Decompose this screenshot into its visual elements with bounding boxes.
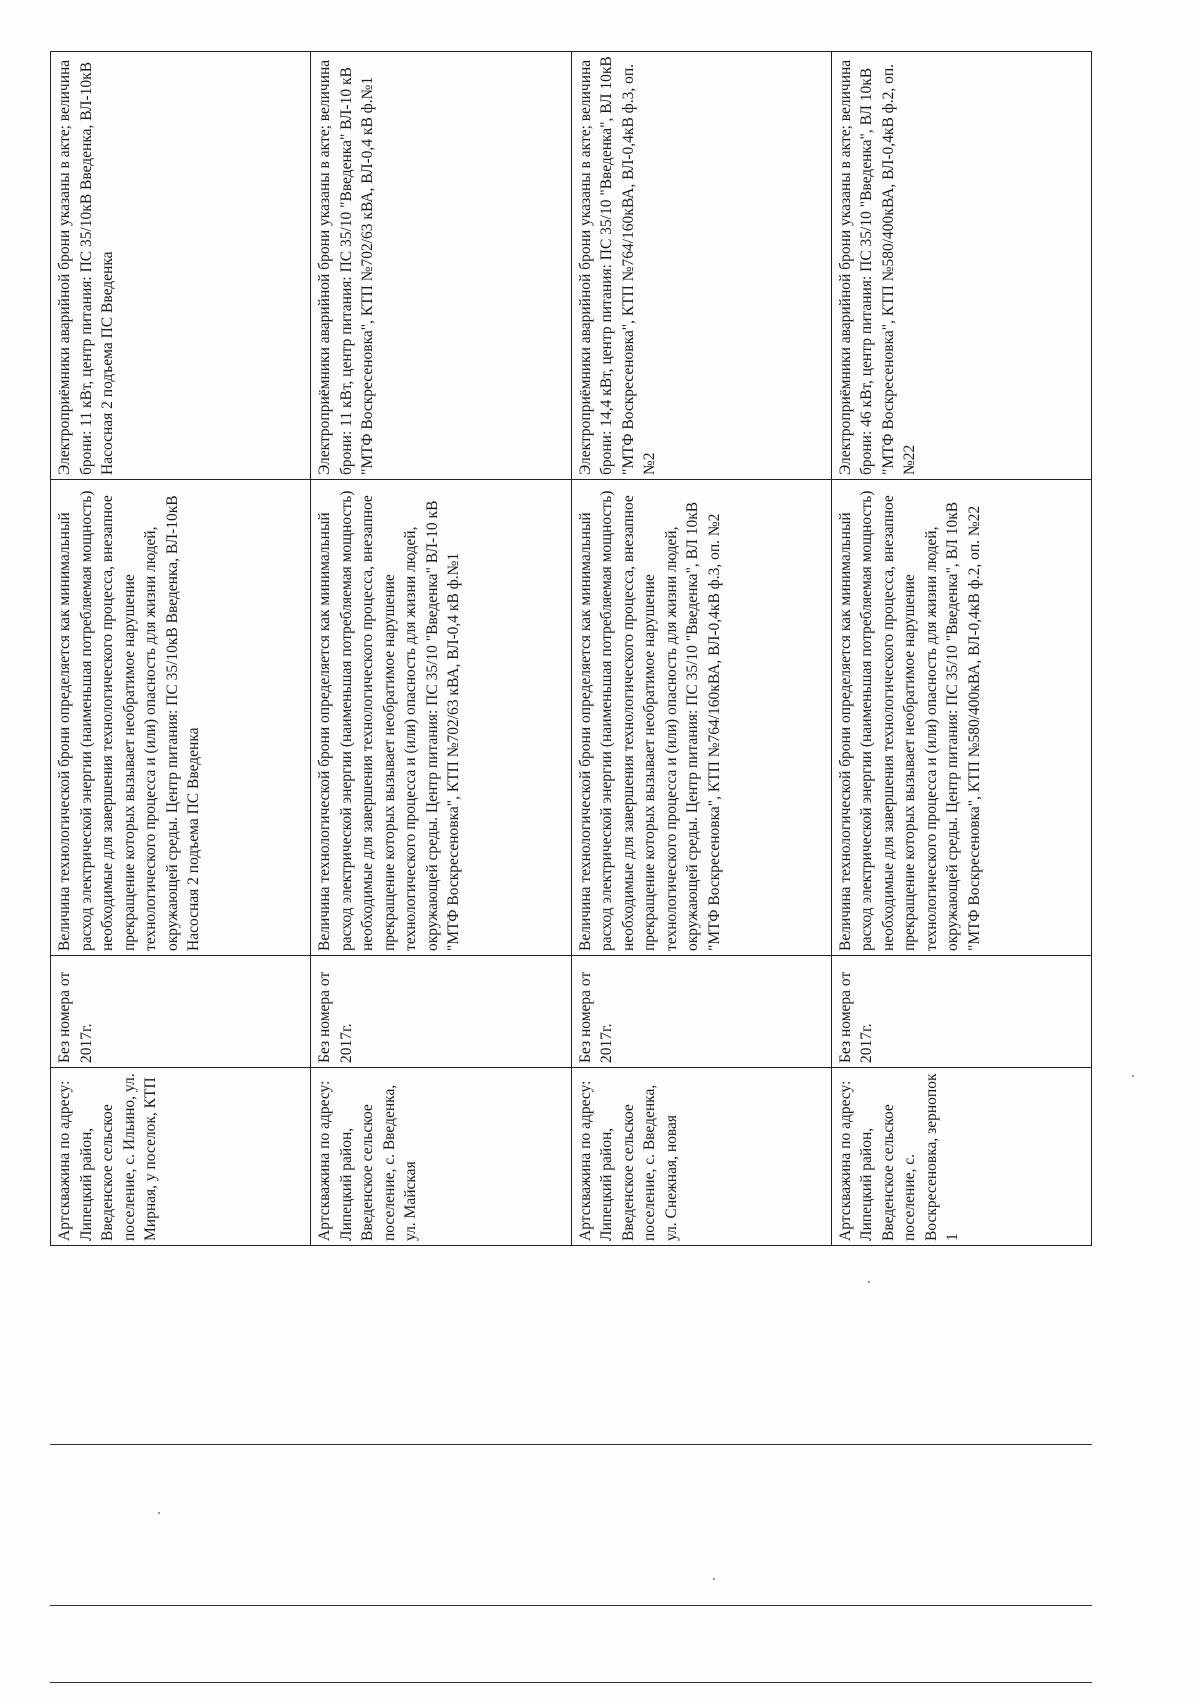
document-date-cell: Без номера от 2017г. [571,956,831,1068]
tech-reserve-cell: Величина технологической брони определяется как минимальный расход электрической энергии (наименьшая потребляемая мощность) необходимые для завершения технологического процесса, внезапное прекращение которых вызывает необратимое нарушение технологического процесса и (или) опасность для жизни людей, окружающей среды. Центр питания: ПС 35/10кВ Введенка, ВЛ-10кВ Насосная 2 подъема ПС Введенка [51,480,311,956]
table-row [831,52,1091,1246]
table-row [51,52,311,1246]
emergency-reserve-cell: Электроприёмники аварийной брони указаны в акте; величина брони: 11 кВт, центр питания: ПС 35/10 "Введенка" ВЛ-10 кВ "МТФ Воскресеновка", КТП №702/63 кВА, ВЛ-0,4 кВ ф.№1 [311,52,571,480]
document-date-cell: Без номера от 2017г. [51,956,311,1068]
rotated-table-wrapper [50,52,1092,1246]
signature-line [50,1444,1092,1445]
tech-reserve-cell: Величина технологической брони определяется как минимальный расход электрической энергии (наименьшая потребляемая мощность) необходимые для завершения технологического процесса, внезапное прекращение которых вызывает необратимое нарушение технологического процесса и (или) опасность для жизни людей, окружающей среды. Центр питания: ПС 35/10 "Введенка", ВЛ 10кВ "МТФ Воскресеновка", КТП №580/400кВА, ВЛ-0,4кВ ф.2, оп. №22 [831,480,1091,956]
emergency-reserve-cell: Электроприёмники аварийной брони указаны в акте; величина брони: 14,4 кВт, центр питания: ПС 35/10 "Введенка", ВЛ 10кВ "МТФ Воскресеновка", КТП №764/160кВА, ВЛ-0,4кВ ф.3, оп. №2 [571,52,831,480]
object-address-cell: Артскважина по адресу: Липецкий район, Введенское сельское поселение, с. Введенка, ул. Майская [311,1068,571,1246]
signature-line [50,1682,1092,1683]
scan-speck [713,1578,715,1580]
object-address-cell: Артскважина по адресу: Липецкий район, Введенское сельское поселение, с. Введенка, ул. Снежная, новая [571,1068,831,1246]
reservation-table [50,51,1092,1246]
object-address-cell: Артскважина по адресу: Липецкий район, Введенское сельское поселение, с. Ильино, ул. Мирная, у поселок, КТП [51,1068,311,1246]
tech-reserve-cell: Величина технологической брони определяется как минимальный расход электрической энергии (наименьшая потребляемая мощность) необходимые для завершения технологического процесса, внезапное прекращение которых вызывает необратимое нарушение технологического процесса и (или) опасность для жизни людей, окружающей среды. Центр питания: ПС 35/10 "Введенка", ВЛ 10кВ "МТФ Воскресеновка", КТП №764/160кВА, ВЛ-0,4кВ ф.3, оп. №2 [571,480,831,956]
tech-reserve-cell: Величина технологической брони определяется как минимальный расход электрической энергии (наименьшая потребляемая мощность) необходимые для завершения технологического процесса, внезапное прекращение которых вызывает необратимое нарушение технологического процесса и (или) опасность для жизни людей, окружающей среды. Центр питания: ПС 35/10 "Введенка" ВЛ-10 кВ "МТФ Воскресеновка", КТП №702/63 кВА, ВЛ-0,4 кВ ф.№1 [311,480,571,956]
emergency-reserve-cell: Электроприёмники аварийной брони указаны в акте; величина брони: 11 кВт, центр питания: ПС 35/10кВ Введенка, ВЛ-10кВ Насосная 2 подъема ПС Введенка [51,52,311,480]
signature-line [50,1605,1092,1606]
scan-speck [1132,1075,1134,1077]
document-date-cell: Без номера от 2017г. [831,956,1091,1068]
document-date-cell: Без номера от 2017г. [311,956,571,1068]
emergency-reserve-cell: Электроприёмники аварийной брони указаны в акте; величина брони: 46 кВт, центр питания: ПС 35/10 "Введенка", ВЛ 10кВ "МТФ Воскресеновка", КТП №580/400кВА, ВЛ-0,4кВ ф.2, оп. №22 [831,52,1091,480]
scan-speck [158,1512,160,1514]
table-row [311,52,571,1246]
scan-speck [868,1281,870,1283]
object-address-cell: Артскважина по адресу: Липецкий район, Введенское сельское поселение, с. Воскресеновка, зернопок 1 [831,1068,1091,1246]
table-row [571,52,831,1246]
